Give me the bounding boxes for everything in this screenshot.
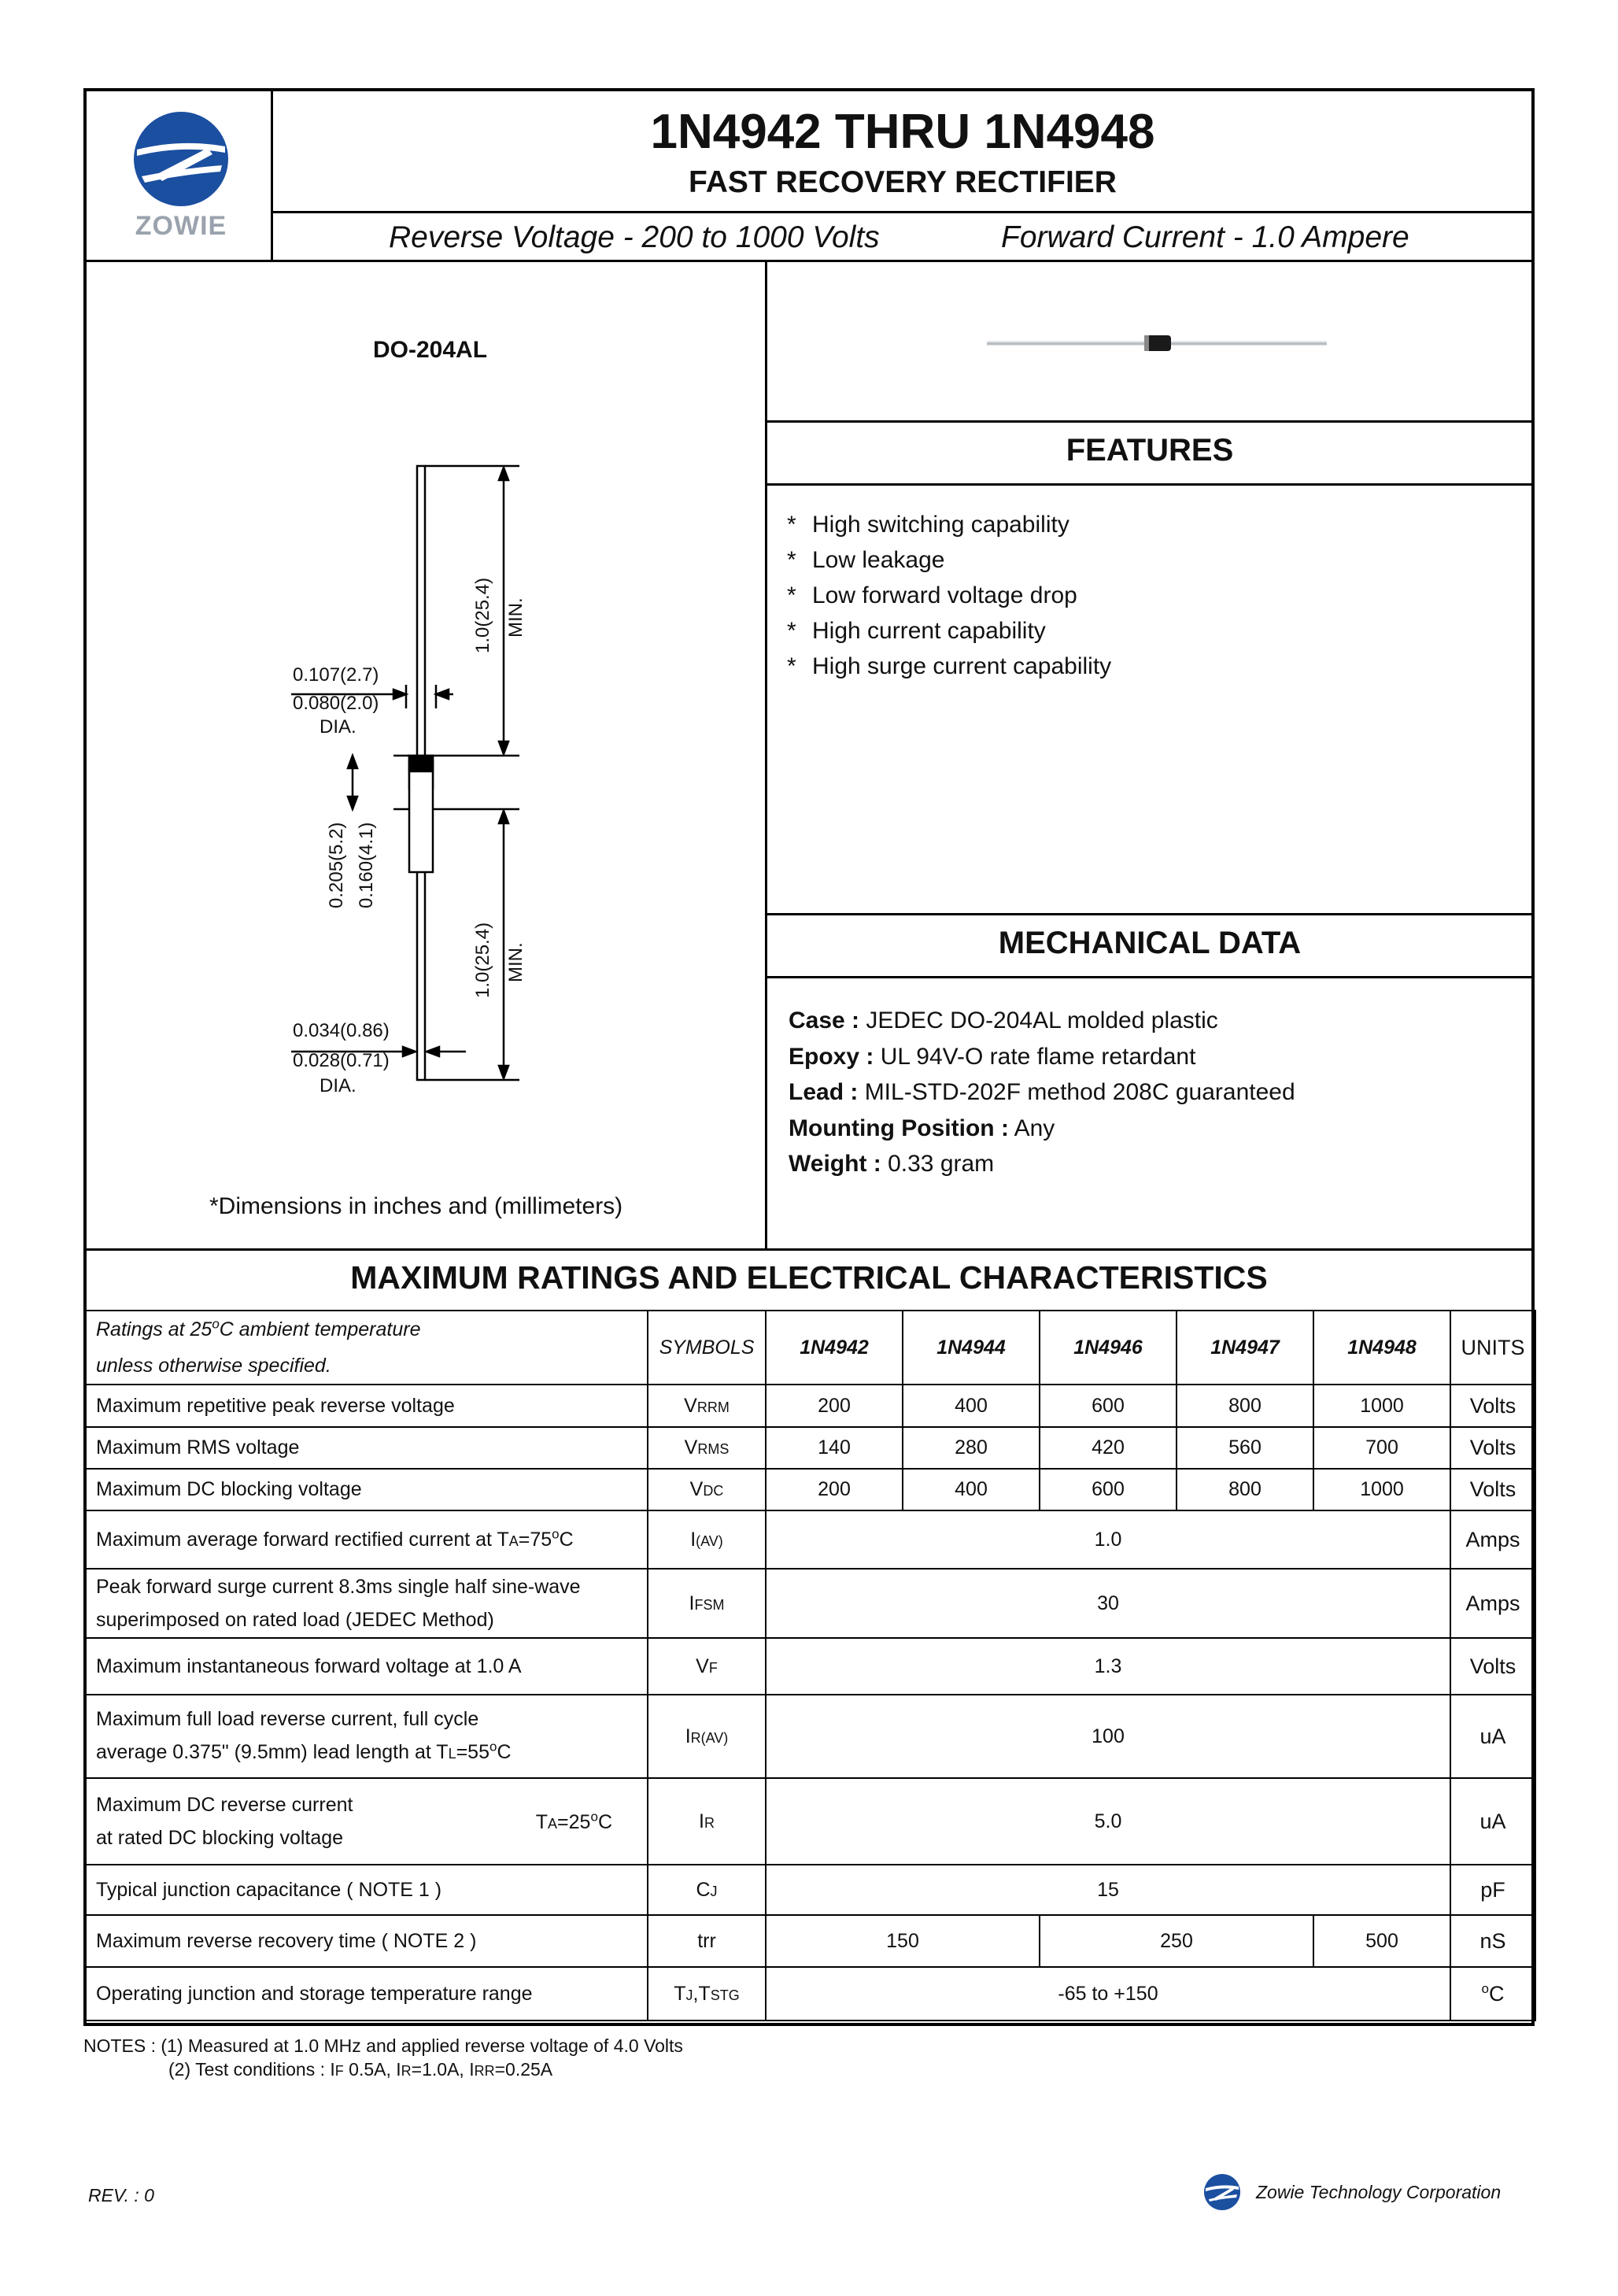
table-row [84, 1469, 1535, 1510]
feature-text: High surge current capability [812, 653, 1112, 679]
conditions-cell [84, 1311, 648, 1385]
val-trr-3: 500 [1313, 1915, 1450, 1967]
val-irav: 100 [766, 1695, 1450, 1778]
param-trr: Maximum reverse recovery time ( NOTE 2 ) [84, 1915, 648, 1967]
sym-sub: R(AV) [690, 1729, 729, 1746]
sym-main: T [674, 1982, 686, 2005]
forward-current-spec: Forward Current - 1.0 Ampere [1001, 220, 1409, 254]
mechanical-item [789, 1039, 1520, 1075]
notes-line-2 [168, 2058, 552, 2083]
txt-sub: A [508, 1533, 519, 1549]
sym-sub: RRM [696, 1399, 730, 1415]
val-vdc-3: 600 [1040, 1469, 1177, 1510]
sym-irav [648, 1695, 766, 1778]
unit-deg: o [1481, 1980, 1489, 1996]
txt: =0.25A [494, 2059, 553, 2080]
sym-main: C [696, 1878, 711, 1901]
sym-main: I [685, 1725, 691, 1747]
dim-lead-dia-label: DIA. [320, 1075, 356, 1096]
txt: =75 [518, 1528, 552, 1551]
sym-main: V [689, 1478, 704, 1500]
sym-trr: trr [648, 1915, 766, 1967]
param-vrrm: Maximum repetitive peak reverse voltage [84, 1385, 648, 1427]
notes-line-1: NOTES : (1) Measured at 1.0 MHz and applied reverse voltage of 4.0 Volts [83, 2035, 683, 2056]
val-vrms-4: 560 [1177, 1427, 1313, 1469]
txt-deg: o [552, 1526, 560, 1542]
revision-label: REV. : 0 [88, 2185, 154, 2205]
company-name: Zowie Technology Corporation [1256, 2182, 1502, 2202]
package-name: DO-204AL [373, 337, 488, 363]
page-title: 1N4942 THRU 1N4948 [650, 105, 1155, 159]
feature-item [787, 542, 1495, 578]
txt-sub: L [448, 1746, 456, 1762]
features-list [787, 507, 1495, 684]
txt: C [559, 1528, 574, 1551]
mechanical-label: Case : [789, 1008, 860, 1033]
sym-main: I [699, 1810, 704, 1832]
mechanical-heading: MECHANICAL DATA [998, 926, 1302, 960]
mechanical-list [789, 1003, 1520, 1182]
dim-lead-min-top: MIN. [505, 597, 526, 638]
feature-item [787, 578, 1495, 613]
sym-sub: RMS [697, 1441, 730, 1457]
param-ifsm [84, 1569, 648, 1638]
sym-sub: DC [703, 1483, 724, 1499]
txt: (2) Test conditions : I [168, 2059, 335, 2080]
cond-text-a: Ratings at 25 [96, 1318, 212, 1340]
sym-main: V [696, 1655, 709, 1677]
feature-text: High current capability [812, 618, 1046, 644]
val-vrrm-2: 400 [903, 1385, 1040, 1427]
param-vrms: Maximum RMS voltage [84, 1427, 648, 1469]
val-vdc-5: 1000 [1313, 1469, 1450, 1510]
unit-vrms: Volts [1450, 1427, 1535, 1469]
txt: C [597, 1811, 612, 1833]
ir-condition [536, 1806, 612, 1840]
dim-body-len-max: 0.205(5.2) [326, 822, 347, 908]
sym-vf [648, 1638, 766, 1695]
sym-iav [648, 1510, 766, 1569]
feature-text: Low forward voltage drop [812, 582, 1077, 608]
feature-bullet: * [787, 653, 796, 679]
package-outline-drawing [268, 457, 551, 1110]
feature-item [787, 613, 1495, 649]
val-vrms-5: 700 [1313, 1427, 1450, 1469]
mechanical-item [789, 1003, 1520, 1039]
col-symbols: SYMBOLS [648, 1311, 766, 1385]
mechanical-value: 0.33 gram [881, 1151, 995, 1177]
logo-text: ZOWIE [135, 211, 227, 241]
feature-bullet: * [787, 547, 796, 573]
txt: Maximum full load reverse current, full cycle [96, 1708, 479, 1730]
features-head-rule [767, 483, 1533, 486]
table-row [84, 1695, 1535, 1778]
dim-lead-dia-min: 0.028(0.71) [293, 1050, 390, 1071]
txt: 0.5A, I [343, 2059, 401, 2080]
sym-main: V [684, 1394, 697, 1417]
mechanical-label: Weight : [789, 1151, 881, 1177]
val-ir: 5.0 [766, 1778, 1450, 1865]
sym-main: V [684, 1436, 698, 1459]
feature-bullet: * [787, 582, 796, 608]
table-row [84, 1385, 1535, 1427]
sym-sub: (AV) [696, 1533, 723, 1549]
table-row [84, 1638, 1535, 1695]
unit-vdc: Volts [1450, 1469, 1535, 1510]
table-row [84, 1915, 1535, 1967]
val-cj: 15 [766, 1865, 1450, 1915]
cond-text-2: unless otherwise specified. [96, 1355, 331, 1377]
val-vdc-4: 800 [1177, 1469, 1313, 1510]
unit-irav: uA [1450, 1695, 1535, 1778]
dim-body-dia-max: 0.107(2.7) [293, 664, 379, 686]
sym-sub: STG [710, 1987, 740, 2003]
unit-iav: Amps [1450, 1510, 1535, 1569]
val-vrms-3: 420 [1040, 1427, 1177, 1469]
cond-degree: o [212, 1316, 220, 1332]
col-part-4: 1N4947 [1177, 1311, 1313, 1385]
sym-vrms [648, 1427, 766, 1469]
table-row [84, 1778, 1535, 1865]
col-part-2: 1N4944 [903, 1311, 1040, 1385]
txt-sub: RR [474, 2063, 495, 2079]
sym-temp [648, 1967, 766, 2021]
unit-vf: Volts [1450, 1638, 1535, 1695]
ratings-table [83, 1310, 1536, 2021]
dim-lead-dia-max: 0.034(0.86) [293, 1020, 390, 1041]
sym-ir [648, 1778, 766, 1865]
mechanical-value: Any [1008, 1115, 1055, 1141]
ratings-top-rule [85, 1248, 1533, 1251]
table-row [84, 1427, 1535, 1469]
mechanical-value: JEDEC DO-204AL molded plastic [859, 1008, 1218, 1033]
param-iav [84, 1510, 648, 1569]
txt-deg: o [590, 1809, 598, 1825]
val-temp: -65 to +150 [766, 1967, 1450, 2021]
txt: T [535, 1811, 549, 1833]
txt-sub: F [334, 2063, 344, 2079]
txt: Maximum average forward rectified current at T [96, 1528, 509, 1551]
param-cj: Typical junction capacitance ( NOTE 1 ) [84, 1865, 648, 1915]
txt: at rated DC blocking voltage [96, 1827, 344, 1849]
mech-head-rule [767, 976, 1533, 978]
sym-main: I [690, 1528, 696, 1551]
table-header-row [84, 1311, 1535, 1385]
sym-vrrm [648, 1385, 766, 1427]
mechanical-label: Lead : [789, 1079, 859, 1105]
sym-cj [648, 1865, 766, 1915]
unit-cj: pF [1450, 1865, 1535, 1915]
param-ir [84, 1778, 648, 1865]
feature-text: High switching capability [812, 512, 1069, 538]
val-vrms-1: 140 [766, 1427, 903, 1469]
val-vrms-2: 280 [903, 1427, 1040, 1469]
table-row [84, 1510, 1535, 1569]
txt-sub: R [401, 2063, 412, 2079]
header-bottom-rule [85, 260, 1533, 262]
val-vdc-1: 200 [766, 1469, 903, 1510]
diode-component-image [984, 329, 1330, 357]
sym-ifsm [648, 1569, 766, 1638]
feature-bullet: * [787, 512, 796, 538]
txt: Maximum DC reverse current [96, 1794, 353, 1816]
mech-top-rule [767, 913, 1533, 915]
zowie-logo [126, 110, 236, 252]
header-title-rule [272, 211, 1533, 213]
param-temp: Operating junction and storage temperature range [84, 1967, 648, 2021]
table-row [84, 1967, 1535, 2021]
unit-main: C [1488, 1981, 1505, 2006]
txt: =55 [456, 1741, 489, 1763]
sym-main: ,T [693, 1982, 711, 2005]
txt: =1.0A, I [411, 2059, 475, 2080]
col-part-3: 1N4946 [1040, 1311, 1177, 1385]
txt-sub: A [548, 1816, 558, 1832]
sym-main: I [689, 1592, 695, 1614]
ratings-heading: MAXIMUM RATINGS AND ELECTRICAL CHARACTERISTICS [350, 1259, 1268, 1296]
txt-deg: o [489, 1739, 497, 1754]
cond-text-b: C ambient temperature [219, 1318, 421, 1340]
mechanical-item [789, 1146, 1520, 1182]
feature-item [787, 649, 1495, 684]
unit-vrrm: Volts [1450, 1385, 1535, 1427]
feature-text: Low leakage [812, 547, 945, 573]
txt: Peak forward surge current 8.3ms single half sine-wave [96, 1576, 581, 1598]
mechanical-label: Mounting Position : [789, 1115, 1009, 1141]
val-iav: 1.0 [766, 1510, 1450, 1569]
features-heading: FEATURES [1066, 433, 1234, 468]
unit-ifsm: Amps [1450, 1569, 1535, 1638]
val-trr-2: 250 [1040, 1915, 1313, 1967]
val-vrrm-3: 600 [1040, 1385, 1177, 1427]
dim-lead-length-bottom: 1.0(25.4) [472, 922, 493, 998]
reverse-voltage-spec: Reverse Voltage - 200 to 1000 Volts [389, 220, 880, 254]
val-vrrm-5: 1000 [1313, 1385, 1450, 1427]
col-part-1: 1N4942 [766, 1311, 903, 1385]
mechanical-label: Epoxy : [789, 1043, 874, 1070]
page-subtitle: FAST RECOVERY RECTIFIER [689, 165, 1117, 199]
col-part-5: 1N4948 [1313, 1311, 1450, 1385]
mechanical-value: MIL-STD-202F method 208C guaranteed [858, 1079, 1295, 1105]
val-trr-1: 150 [766, 1915, 1040, 1967]
param-vdc: Maximum DC blocking voltage [84, 1469, 648, 1510]
dim-body-dia-label: DIA. [320, 716, 356, 738]
sym-sub: FSM [694, 1596, 725, 1613]
sym-sub: R [704, 1814, 715, 1831]
dim-body-len-min: 0.160(4.1) [356, 822, 377, 908]
feature-bullet: * [787, 618, 796, 644]
val-vdc-2: 400 [903, 1469, 1040, 1510]
dimensions-footnote: *Dimensions in inches and (millimeters) [209, 1193, 623, 1219]
sym-sub: J [685, 1987, 693, 2003]
sym-vdc [648, 1469, 766, 1510]
txt: average 0.375" (9.5mm) lead length at T [96, 1741, 449, 1763]
val-vrrm-1: 200 [766, 1385, 903, 1427]
features-top-rule [767, 420, 1533, 423]
mechanical-item [789, 1111, 1520, 1147]
unit-trr: nS [1450, 1915, 1535, 1967]
txt: superimposed on rated load (JEDEC Method) [96, 1609, 494, 1631]
param-vf: Maximum instantaneous forward voltage at 1.0 A [84, 1638, 648, 1695]
sym-sub: J [710, 1883, 718, 1899]
zowie-globe-icon [126, 110, 236, 213]
dim-lead-len-top-1: 1.0(25.4) [472, 577, 493, 653]
col-units: UNITS [1450, 1311, 1535, 1385]
middle-divider [765, 261, 767, 1250]
val-vrrm-4: 800 [1177, 1385, 1313, 1427]
sym-sub: F [708, 1659, 718, 1676]
val-vf: 1.3 [766, 1638, 1450, 1695]
zowie-footer-logo-icon [1202, 2172, 1242, 2212]
unit-ir: uA [1450, 1778, 1535, 1865]
feature-item [787, 507, 1495, 542]
table-row [84, 1865, 1535, 1915]
table-row [84, 1569, 1535, 1638]
dim-body-dia-min: 0.080(2.0) [293, 693, 379, 714]
dim-lead-min-bottom: MIN. [505, 942, 526, 982]
mechanical-value: UL 94V-O rate flame retardant [874, 1043, 1196, 1070]
unit-temp [1450, 1967, 1535, 2021]
val-ifsm: 30 [766, 1569, 1450, 1638]
txt: =25 [557, 1811, 591, 1833]
txt: C [497, 1741, 512, 1763]
param-irav [84, 1695, 648, 1778]
mechanical-item [789, 1074, 1520, 1111]
dim-lead-length-top [472, 578, 494, 653]
